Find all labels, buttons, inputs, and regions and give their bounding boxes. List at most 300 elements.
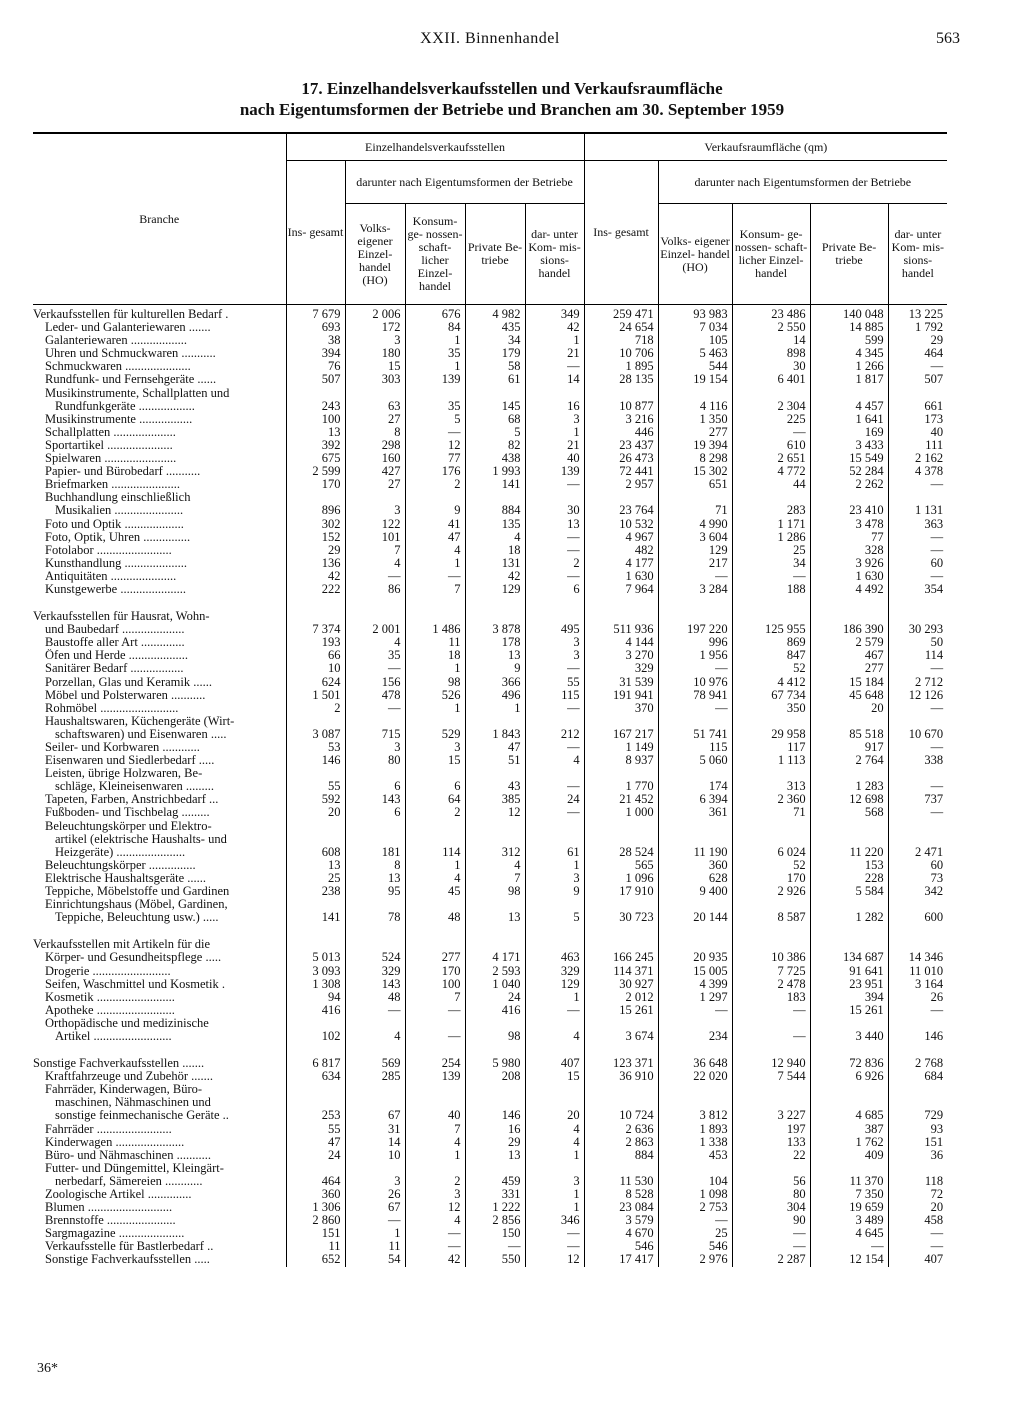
- value-cell: 298: [345, 439, 405, 452]
- value-cell: [810, 1083, 888, 1096]
- value-cell: —: [405, 426, 465, 439]
- value-cell: [286, 610, 345, 623]
- value-cell: 21: [525, 347, 584, 360]
- spacer-cell: [405, 1043, 465, 1057]
- table-row: [33, 465, 947, 478]
- value-cell: 20 935: [658, 951, 732, 964]
- table-row: [33, 1253, 947, 1266]
- value-cell: 2 304: [732, 400, 810, 413]
- value-cell: 28 135: [584, 373, 658, 386]
- value-cell: 27: [345, 413, 405, 426]
- branche-label: Rundfunk- und Fernsehgeräte ......: [45, 373, 217, 387]
- value-cell: [345, 491, 405, 504]
- value-cell: 2 860: [286, 1214, 345, 1227]
- value-cell: 529: [405, 728, 465, 741]
- header-insgesamt-a: Ins- gesamt: [286, 161, 345, 305]
- value-cell: 568: [810, 806, 888, 819]
- value-cell: 2: [286, 702, 345, 715]
- table-row: [33, 518, 947, 531]
- value-cell: 42: [525, 321, 584, 334]
- value-cell: 6: [405, 780, 465, 793]
- value-cell: [732, 938, 810, 951]
- header-privat-b: Private Be- triebe: [810, 204, 888, 305]
- table-row: [33, 872, 947, 885]
- value-cell: —: [345, 570, 405, 583]
- value-cell: 179: [465, 347, 525, 360]
- value-cell: 72 441: [584, 465, 658, 478]
- value-cell: 8: [345, 426, 405, 439]
- branche-label: Sonstige Fachverkaufsstellen .......: [33, 1057, 205, 1071]
- table-row: [33, 1070, 947, 1083]
- value-cell: 18: [465, 544, 525, 557]
- value-cell: 193: [286, 636, 345, 649]
- header-group-flaeche: Verkaufsraumfläche (qm): [584, 133, 947, 161]
- value-cell: —: [658, 702, 732, 715]
- value-cell: 438: [465, 452, 525, 465]
- value-cell: 4: [405, 1214, 465, 1227]
- value-cell: 66: [286, 649, 345, 662]
- value-cell: 47: [405, 531, 465, 544]
- value-cell: 105: [658, 334, 732, 347]
- value-cell: 24: [286, 1149, 345, 1162]
- value-cell: 1 486: [405, 623, 465, 636]
- value-cell: [732, 1162, 810, 1175]
- value-cell: 67: [345, 1109, 405, 1122]
- spacer-cell: [888, 1043, 947, 1057]
- value-cell: 135: [465, 518, 525, 531]
- table-row: [33, 504, 947, 517]
- table-row: [33, 1096, 947, 1109]
- value-cell: 2: [405, 1175, 465, 1188]
- branche-label: Apotheke .........................: [45, 1003, 175, 1017]
- value-cell: 41: [405, 518, 465, 531]
- table-row: [33, 1004, 947, 1017]
- value-cell: [345, 610, 405, 623]
- value-cell: 4: [525, 1136, 584, 1149]
- value-cell: 217: [658, 557, 732, 570]
- branche-label: Beleuchtungskörper ...............: [45, 858, 196, 872]
- value-cell: [810, 1017, 888, 1030]
- value-cell: [732, 898, 810, 911]
- value-cell: 6: [345, 806, 405, 819]
- value-cell: 34: [732, 557, 810, 570]
- value-cell: —: [525, 662, 584, 675]
- value-cell: 4: [405, 544, 465, 557]
- value-cell: 496: [465, 689, 525, 702]
- value-cell: 42: [405, 1253, 465, 1266]
- table-row: [33, 715, 947, 728]
- value-cell: 133: [732, 1136, 810, 1149]
- table-row: [33, 583, 947, 596]
- value-cell: 1: [345, 1227, 405, 1240]
- value-cell: 61: [525, 846, 584, 859]
- value-cell: [525, 1017, 584, 1030]
- value-cell: 52: [732, 859, 810, 872]
- branche-label: Haushaltswaren, Küchengeräte (Wirt-: [45, 714, 235, 728]
- value-cell: [584, 491, 658, 504]
- value-cell: 68: [465, 413, 525, 426]
- branche-label: Verkaufsstellen mit Artikeln für die: [33, 938, 211, 952]
- value-cell: 394: [810, 991, 888, 1004]
- table-row: [33, 387, 947, 400]
- value-cell: 15 261: [810, 1004, 888, 1017]
- value-cell: 1 171: [732, 518, 810, 531]
- value-cell: 140 048: [810, 305, 888, 322]
- value-cell: 197 220: [658, 623, 732, 636]
- value-cell: 197: [732, 1123, 810, 1136]
- value-cell: [465, 820, 525, 833]
- branche-label: Eisenwaren und Siedlerbedarf .....: [45, 754, 215, 768]
- value-cell: —: [525, 1227, 584, 1240]
- value-cell: 8 528: [584, 1188, 658, 1201]
- value-cell: 4 144: [584, 636, 658, 649]
- value-cell: 416: [286, 1004, 345, 1017]
- value-cell: 361: [658, 806, 732, 819]
- value-cell: [888, 715, 947, 728]
- value-cell: 30 723: [584, 911, 658, 924]
- header-kommission-a: dar- unter Kom- mis- sions- handel: [525, 204, 584, 305]
- value-cell: 2 863: [584, 1136, 658, 1149]
- value-cell: [345, 1096, 405, 1109]
- spacer-cell: [810, 1043, 888, 1057]
- value-cell: 546: [658, 1240, 732, 1253]
- table-row: [33, 859, 947, 872]
- value-cell: 82: [465, 439, 525, 452]
- header-konsum-a: Konsum- ge- nossen- schaft- licher Einzel- handel: [405, 204, 465, 305]
- branche-label: Leisten, übrige Holzwaren, Be-: [45, 767, 203, 781]
- value-cell: 464: [888, 347, 947, 360]
- value-cell: 29 958: [732, 728, 810, 741]
- value-cell: 31: [345, 1123, 405, 1136]
- value-cell: [810, 715, 888, 728]
- table-row: [33, 570, 947, 583]
- value-cell: [405, 820, 465, 833]
- value-cell: 12 940: [732, 1057, 810, 1070]
- value-cell: 114: [405, 846, 465, 859]
- statistics-table: [33, 132, 947, 1267]
- value-cell: [584, 715, 658, 728]
- value-cell: 3 579: [584, 1214, 658, 1227]
- value-cell: [465, 938, 525, 951]
- value-cell: 183: [732, 991, 810, 1004]
- value-cell: 71: [658, 504, 732, 517]
- value-cell: 14: [525, 373, 584, 386]
- table-row: [33, 491, 947, 504]
- value-cell: [345, 1162, 405, 1175]
- value-cell: [286, 1083, 345, 1096]
- value-cell: 2 006: [345, 305, 405, 322]
- table-row: [33, 689, 947, 702]
- value-cell: 139: [405, 1070, 465, 1083]
- value-cell: 2 712: [888, 676, 947, 689]
- value-cell: 10: [286, 662, 345, 675]
- value-cell: 2 593: [465, 965, 525, 978]
- value-cell: 313: [732, 780, 810, 793]
- value-cell: —: [888, 478, 947, 491]
- value-cell: [345, 833, 405, 846]
- value-cell: 1 308: [286, 978, 345, 991]
- value-cell: 610: [732, 439, 810, 452]
- value-cell: 2 926: [732, 885, 810, 898]
- value-cell: 13: [465, 1149, 525, 1162]
- value-cell: 35: [405, 347, 465, 360]
- value-cell: 125 955: [732, 623, 810, 636]
- value-cell: 52 284: [810, 465, 888, 478]
- value-cell: [405, 938, 465, 951]
- value-cell: [810, 767, 888, 780]
- value-cell: 67: [345, 1201, 405, 1214]
- value-cell: —: [525, 806, 584, 819]
- value-cell: [584, 1162, 658, 1175]
- header-group-verkaufsstellen: Einzelhandelsverkaufsstellen: [286, 133, 584, 161]
- value-cell: 172: [345, 321, 405, 334]
- value-cell: 23 084: [584, 1201, 658, 1214]
- spacer-cell: [465, 1043, 525, 1057]
- value-cell: 176: [405, 465, 465, 478]
- value-cell: 3 284: [658, 583, 732, 596]
- value-cell: 427: [345, 465, 405, 478]
- table-row: [33, 531, 947, 544]
- value-cell: [405, 1162, 465, 1175]
- branche-label: Briefmarken ......................: [45, 478, 181, 492]
- branche-label: Blumen ...........................: [45, 1201, 173, 1215]
- value-cell: [345, 898, 405, 911]
- value-cell: 1 040: [465, 978, 525, 991]
- value-cell: 1: [405, 360, 465, 373]
- value-cell: 25: [732, 544, 810, 557]
- value-cell: 3 674: [584, 1030, 658, 1043]
- value-cell: [732, 387, 810, 400]
- value-cell: [810, 833, 888, 846]
- table-row: [33, 1188, 947, 1201]
- table-row: [33, 649, 947, 662]
- value-cell: —: [405, 1004, 465, 1017]
- value-cell: 56: [732, 1175, 810, 1188]
- value-cell: [732, 820, 810, 833]
- value-cell: 228: [810, 872, 888, 885]
- value-cell: [584, 1083, 658, 1096]
- value-cell: [525, 1096, 584, 1109]
- value-cell: 507: [888, 373, 947, 386]
- value-cell: [810, 610, 888, 623]
- branche-label: Musikinstrumente, Schallplatten und: [45, 386, 230, 400]
- value-cell: [888, 387, 947, 400]
- value-cell: 156: [345, 676, 405, 689]
- branche-label: artikel (elektrische Haushalts- und: [55, 832, 227, 846]
- value-cell: 1: [525, 1188, 584, 1201]
- value-cell: 1 993: [465, 465, 525, 478]
- branche-label: Futter- und Düngemittel, Kleingärt-: [45, 1161, 224, 1175]
- value-cell: 10 532: [584, 518, 658, 531]
- value-cell: [584, 387, 658, 400]
- table-row: [33, 321, 947, 334]
- value-cell: [888, 1017, 947, 1030]
- value-cell: 15 005: [658, 965, 732, 978]
- value-cell: 354: [888, 583, 947, 596]
- value-cell: 464: [286, 1175, 345, 1188]
- branche-label: Drogerie .........................: [45, 964, 171, 978]
- spacer-cell: [465, 596, 525, 610]
- value-cell: 25: [658, 1227, 732, 1240]
- spacer-cell: [584, 596, 658, 610]
- value-cell: [584, 1096, 658, 1109]
- value-cell: 526: [405, 689, 465, 702]
- spacer-cell: [345, 596, 405, 610]
- value-cell: [658, 1162, 732, 1175]
- value-cell: 123 371: [584, 1057, 658, 1070]
- value-cell: 188: [732, 583, 810, 596]
- branche-label: Galanteriewaren ..................: [45, 334, 187, 348]
- value-cell: 651: [658, 478, 732, 491]
- value-cell: 114 371: [584, 965, 658, 978]
- branche-label: Seifen, Waschmittel und Kosmetik .: [45, 977, 225, 991]
- value-cell: 342: [888, 885, 947, 898]
- value-cell: 1 817: [810, 373, 888, 386]
- value-cell: 453: [658, 1149, 732, 1162]
- value-cell: [888, 491, 947, 504]
- branche-label: Artikel .........................: [55, 1029, 172, 1043]
- spacer-cell: [405, 596, 465, 610]
- spacer-cell: [732, 924, 810, 938]
- value-cell: 4: [525, 1030, 584, 1043]
- value-cell: 565: [584, 859, 658, 872]
- value-cell: [405, 387, 465, 400]
- value-cell: 3 604: [658, 531, 732, 544]
- value-cell: 1 096: [584, 872, 658, 885]
- value-cell: —: [888, 360, 947, 373]
- value-cell: [810, 491, 888, 504]
- value-cell: 4 990: [658, 518, 732, 531]
- value-cell: 67 734: [732, 689, 810, 702]
- value-cell: 7 374: [286, 623, 345, 636]
- header-volkseigen-a: Volks- eigener Einzel- handel (HO): [345, 204, 405, 305]
- branche-label: Fotolabor ........................: [45, 543, 172, 557]
- value-cell: 131: [465, 557, 525, 570]
- value-cell: 139: [405, 373, 465, 386]
- header-darunter-a: darunter nach Eigentumsformen der Betriebe: [345, 161, 584, 204]
- value-cell: 2 012: [584, 991, 658, 1004]
- value-cell: 8: [345, 859, 405, 872]
- value-cell: [286, 820, 345, 833]
- value-cell: 29: [888, 334, 947, 347]
- value-cell: 996: [658, 636, 732, 649]
- value-cell: 100: [286, 413, 345, 426]
- value-cell: [732, 833, 810, 846]
- value-cell: 24: [465, 991, 525, 1004]
- value-cell: 2 550: [732, 321, 810, 334]
- group-spacer: [33, 596, 947, 610]
- value-cell: [525, 898, 584, 911]
- branche-label: Buchhandlung einschließlich: [45, 491, 191, 505]
- value-cell: 847: [732, 649, 810, 662]
- value-cell: 208: [465, 1070, 525, 1083]
- spacer-cell: [33, 924, 286, 938]
- value-cell: 94: [286, 991, 345, 1004]
- value-cell: 1 630: [584, 570, 658, 583]
- value-cell: 5 463: [658, 347, 732, 360]
- value-cell: 2 764: [810, 754, 888, 767]
- value-cell: 28 524: [584, 846, 658, 859]
- value-cell: 693: [286, 321, 345, 334]
- value-cell: —: [658, 662, 732, 675]
- value-cell: —: [732, 426, 810, 439]
- value-cell: 884: [465, 504, 525, 517]
- value-cell: [286, 1162, 345, 1175]
- spacer-cell: [286, 596, 345, 610]
- value-cell: 1 762: [810, 1136, 888, 1149]
- value-cell: 23 951: [810, 978, 888, 991]
- value-cell: 44: [732, 478, 810, 491]
- value-cell: 11: [286, 1240, 345, 1253]
- value-cell: 5: [465, 426, 525, 439]
- value-cell: [525, 387, 584, 400]
- value-cell: 45 648: [810, 689, 888, 702]
- value-cell: [405, 715, 465, 728]
- spacer-cell: [525, 924, 584, 938]
- value-cell: 446: [584, 426, 658, 439]
- value-cell: 90: [732, 1214, 810, 1227]
- value-cell: 61: [465, 373, 525, 386]
- value-cell: 20: [888, 1201, 947, 1214]
- table-row: [33, 1083, 947, 1096]
- value-cell: [888, 938, 947, 951]
- value-cell: 60: [888, 859, 947, 872]
- value-cell: 10 386: [732, 951, 810, 964]
- value-cell: 72: [888, 1188, 947, 1201]
- value-cell: [732, 610, 810, 623]
- value-cell: 507: [286, 373, 345, 386]
- value-cell: —: [888, 780, 947, 793]
- value-cell: 1: [525, 1149, 584, 1162]
- value-cell: 4 967: [584, 531, 658, 544]
- value-cell: 98: [465, 1030, 525, 1043]
- branche-label: Sportartikel .....................: [45, 438, 173, 452]
- spacer-cell: [888, 596, 947, 610]
- table-row: [33, 1175, 947, 1188]
- value-cell: 145: [465, 400, 525, 413]
- value-cell: 1 098: [658, 1188, 732, 1201]
- value-cell: 11 010: [888, 965, 947, 978]
- value-cell: 40: [405, 1109, 465, 1122]
- value-cell: [405, 767, 465, 780]
- value-cell: 6 401: [732, 373, 810, 386]
- value-cell: [732, 491, 810, 504]
- value-cell: 48: [405, 911, 465, 924]
- value-cell: 1 000: [584, 806, 658, 819]
- value-cell: 178: [465, 636, 525, 649]
- value-cell: 1 630: [810, 570, 888, 583]
- value-cell: 4 171: [465, 951, 525, 964]
- value-cell: [658, 833, 732, 846]
- table-row: [33, 334, 947, 347]
- value-cell: 212: [525, 728, 584, 741]
- value-cell: —: [888, 570, 947, 583]
- value-cell: —: [888, 544, 947, 557]
- value-cell: [286, 715, 345, 728]
- value-cell: 3: [525, 636, 584, 649]
- spacer-cell: [33, 596, 286, 610]
- spacer-cell: [465, 924, 525, 938]
- value-cell: 363: [888, 518, 947, 531]
- value-cell: [658, 387, 732, 400]
- value-cell: 141: [286, 911, 345, 924]
- value-cell: 55: [286, 1123, 345, 1136]
- value-cell: 5 584: [810, 885, 888, 898]
- table-row: [33, 623, 947, 636]
- value-cell: [658, 1096, 732, 1109]
- header-volkseigen-b: Volks- eigener Einzel- handel (HO): [658, 204, 732, 305]
- value-cell: 2 753: [658, 1201, 732, 1214]
